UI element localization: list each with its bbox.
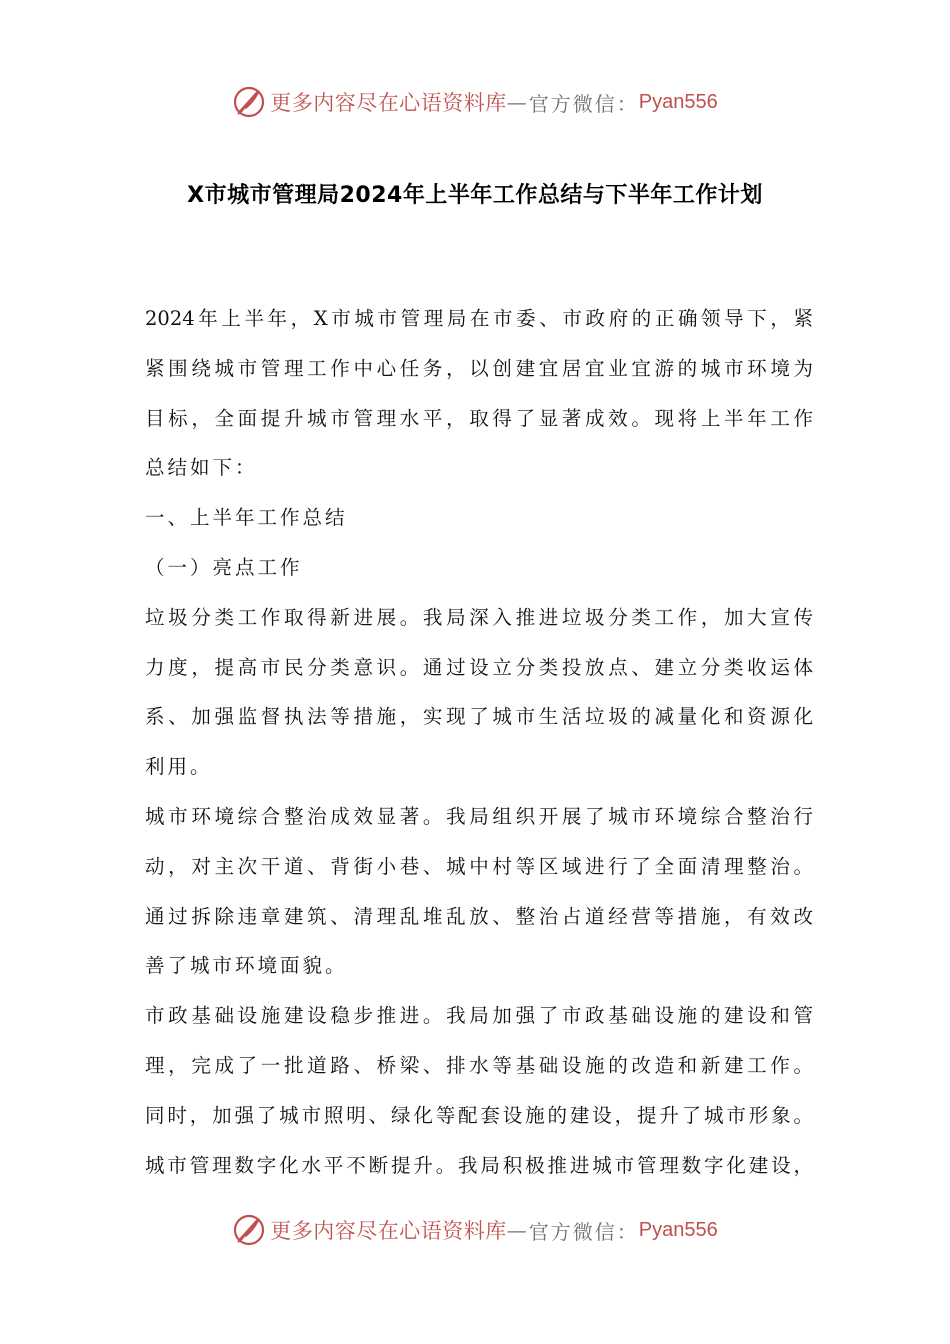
banner-wechat-label: 官方微信： (528, 1219, 639, 1244)
banner-wechat-id: Pyan556 (638, 1218, 718, 1241)
document-title: X市城市管理局2024年上半年工作总结与下半年工作计划 (187, 183, 763, 208)
header-banner (0, 82, 950, 122)
banner-dash: — (506, 90, 529, 114)
body-line: 紧围绕城市管理工作中心任务，以创建宜居宜业宜游的城市环境为 (145, 356, 813, 380)
body-line: 通过拆除违章建筑、清理乱堆乱放、整治占道经营等措施，有效改 (145, 904, 813, 928)
body-line: 力度，提高市民分类意识。通过设立分类投放点、建立分类收运体 (145, 655, 813, 679)
body-line: 总结如下： (145, 456, 258, 480)
banner-main-text: 更多内容尽在心语资料库 (270, 91, 507, 115)
body-line: 城市管理数字化水平不断提升。我局积极推进城市管理数字化建设， (145, 1153, 813, 1177)
document-body (145, 294, 813, 1190)
body-line: 系、加强监督执法等措施，实现了城市生活垃圾的减量化和资源化 (145, 705, 813, 729)
banner-wechat-id: Pyan556 (638, 90, 718, 113)
body-line: 2024年上半年，X市城市管理局在市委、市政府的正确领导下，紧 (145, 307, 813, 330)
quill-pen-logo-icon (232, 1213, 266, 1247)
section-heading: 一、上半年工作总结 (145, 506, 348, 530)
banner-wechat-label: 官方微信： (528, 91, 639, 116)
banner-main-text: 更多内容尽在心语资料库 (270, 1219, 507, 1243)
body-line: 目标，全面提升城市管理水平，取得了显著成效。现将上半年工作 (145, 406, 813, 430)
body-line: 善了城市环境面貌。 (145, 954, 348, 978)
body-line: 利用。 (145, 755, 213, 779)
quill-pen-logo-icon (232, 85, 266, 119)
body-line: 同时，加强了城市照明、绿化等配套设施的建设，提升了城市形象。 (145, 1103, 813, 1127)
subsection-heading: （一）亮点工作 (145, 555, 303, 579)
footer-banner (0, 1210, 950, 1250)
body-line: 市政基础设施建设稳步推进。我局加强了市政基础设施的建设和管 (145, 1004, 813, 1028)
banner-dash: — (506, 1218, 529, 1242)
body-line: 城市环境综合整治成效显著。我局组织开展了城市环境综合整治行 (145, 804, 813, 828)
body-line: 理，完成了一批道路、桥梁、排水等基础设施的改造和新建工作。 (145, 1053, 813, 1077)
body-line: 垃圾分类工作取得新进展。我局深入推进垃圾分类工作，加大宣传 (145, 605, 813, 629)
body-line: 动，对主次干道、背街小巷、城中村等区域进行了全面清理整治。 (145, 854, 813, 878)
